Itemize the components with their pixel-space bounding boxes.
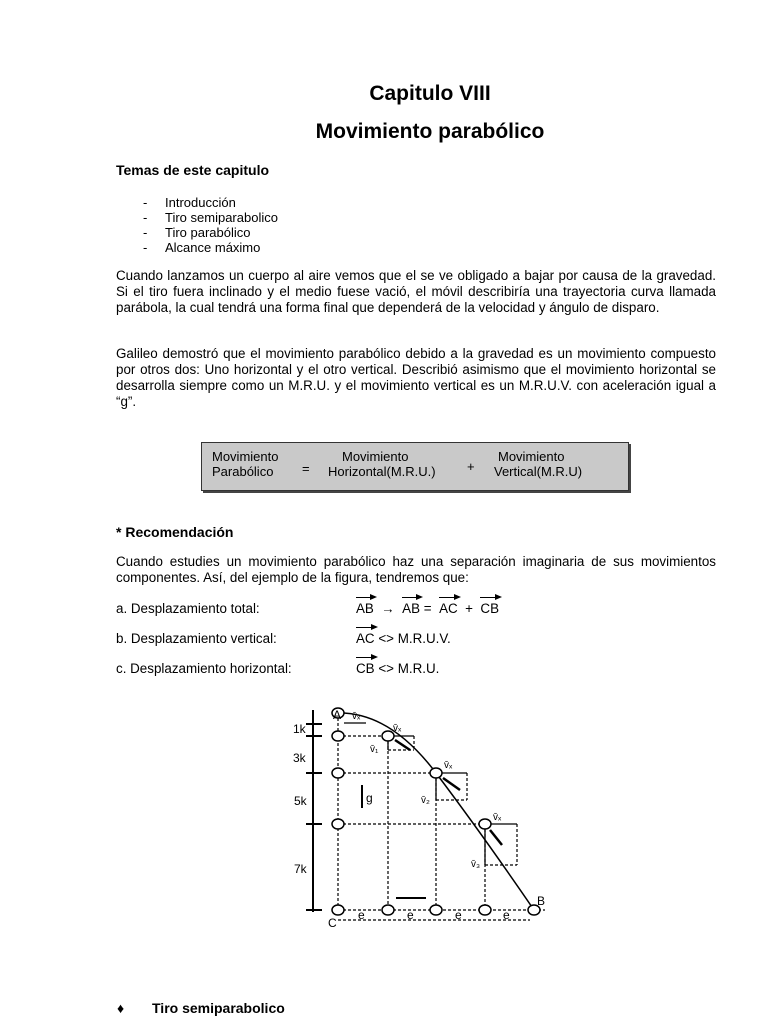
bullet-icon: ♦ bbox=[117, 1000, 125, 1016]
box-equals: = bbox=[302, 461, 310, 476]
label-vx: v̄ₓ bbox=[393, 723, 402, 734]
list-item: - Tiro semiparabolico bbox=[143, 210, 278, 225]
label-e: e bbox=[455, 908, 462, 922]
label-5k: 5k bbox=[294, 794, 307, 808]
label-3k: 3k bbox=[293, 751, 306, 765]
box-plus: + bbox=[467, 459, 475, 474]
paragraph: Cuando lanzamos un cuerpo al aire vemos que el se ve obligado a bajar por causa de la gravedad. Si el tiro fuera inclinado y el medio fuese vació, el móvil describiría una trayectoria curva llamada parábola, la cual tendrá una forma final que dependerá de la velocidad y ángulo de disparo. bbox=[116, 268, 716, 315]
recommendation-heading: * Recomendación bbox=[116, 524, 234, 540]
page-title: Movimiento parabólico bbox=[315, 120, 545, 143]
item-row: a. Desplazamiento total: bbox=[116, 601, 260, 616]
vector-expression: CB <> M.R.U. bbox=[356, 661, 440, 676]
box-text: Parabólico bbox=[212, 464, 274, 479]
label-vx: v̄ₓ bbox=[352, 711, 361, 722]
vector-expression: AC <> M.R.U.V. bbox=[356, 631, 451, 646]
label-7k: 7k bbox=[294, 862, 307, 876]
vector-expression: AB → AB = AC + CB bbox=[356, 601, 500, 616]
label-vx: v̄ₓ bbox=[444, 760, 453, 771]
label-b: B bbox=[537, 894, 546, 908]
item-row: b. Desplazamiento vertical: bbox=[116, 631, 277, 646]
label-a: A bbox=[333, 708, 342, 722]
box-text: Movimiento bbox=[212, 449, 279, 464]
label-v1: v̄₁ bbox=[370, 744, 379, 755]
label-e: e bbox=[358, 908, 365, 922]
topics-heading: Temas de este capitulo bbox=[116, 162, 270, 178]
box-text: Vertical(M.R.U) bbox=[494, 464, 583, 479]
item-row: c. Desplazamiento horizontal: bbox=[116, 661, 292, 676]
ruler bbox=[306, 710, 322, 912]
list-item: - Tiro parabólico bbox=[143, 225, 251, 240]
section-heading: Tiro semiparabolico bbox=[152, 1000, 285, 1016]
label-c: C bbox=[328, 916, 337, 930]
label-g: g bbox=[366, 791, 373, 805]
paragraph: Cuando estudies un movimiento parabólico haz una separación imaginaria de sus movimientos componentes. Así, del ejemplo de la figura, tendremos que: bbox=[116, 554, 716, 585]
label-v3: v̄₃ bbox=[471, 859, 481, 870]
box-text: Movimiento bbox=[498, 449, 565, 464]
label-vx: v̄ₓ bbox=[493, 812, 502, 823]
label-e: e bbox=[503, 908, 510, 922]
label-e: e bbox=[407, 908, 414, 922]
label-1k: 1k bbox=[293, 722, 306, 736]
list-item: - Introducción bbox=[143, 195, 236, 210]
box-text: Horizontal(M.R.U.) bbox=[328, 464, 436, 479]
box-text: Movimiento bbox=[342, 449, 409, 464]
chapter-heading: Capitulo VIII bbox=[369, 82, 491, 105]
label-v2: v̄₂ bbox=[421, 795, 430, 806]
paragraph: Galileo demostró que el movimiento parabólico debido a la gravedad es un movimiento compuesto por otros dos: Uno horizontal y el otro vertical. Describió asimismo que el movimiento horizontal se desarrolla siempre como un M.R.U. y el movimiento vertical es un M.R.U.V. con aceleración igual a “g”. bbox=[116, 346, 716, 409]
list-item: - Alcance máximo bbox=[143, 240, 261, 255]
